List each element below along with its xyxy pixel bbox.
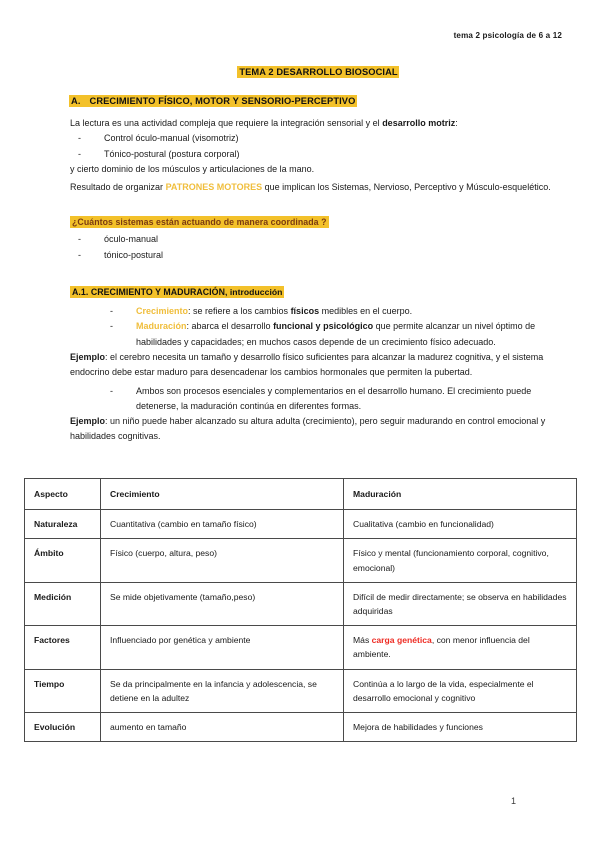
list-item bbox=[102, 319, 576, 350]
row-label: Evolución bbox=[25, 713, 101, 742]
running-header: tema 2 psicología de 6 a 12 bbox=[453, 31, 562, 40]
dash-icon: - bbox=[110, 385, 113, 396]
def-maduracion-bold: funcional y psicológico bbox=[273, 321, 374, 332]
dash-icon: - bbox=[78, 234, 81, 245]
row-label: Naturaleza bbox=[25, 510, 101, 539]
term-crecimiento: Crecimiento bbox=[136, 306, 189, 317]
table-row bbox=[25, 539, 577, 582]
intro-paragraph bbox=[24, 116, 576, 131]
list-item bbox=[70, 248, 576, 263]
dash-icon: - bbox=[110, 306, 113, 317]
def-crecimiento-bold: físicos bbox=[290, 306, 320, 317]
table-row bbox=[25, 713, 577, 742]
table-row bbox=[25, 510, 577, 539]
ambos-bullet-list bbox=[24, 384, 576, 415]
cell-maduracion bbox=[344, 626, 577, 669]
cell-crecimiento: Se mide objetivamente (tamaño,peso) bbox=[101, 582, 344, 625]
list-item-label: Ambos son procesos esenciales y complementarios en el desarrollo humano. El crecimiento puede detenerse, la maduración continúa en diferentes formas. bbox=[136, 385, 532, 411]
result-paragraph bbox=[24, 180, 576, 195]
ejemplo-2-text: : un niño puede haber alcanzado su altura adulta (crecimiento), pero seguir madurando en control emocional y habilidades cognitivas. bbox=[70, 416, 546, 442]
cell-maduracion: Físico y mental (funcionamiento corporal, cognitivo, emocional) bbox=[344, 539, 577, 582]
subsection-a1-subtitle: , introducción bbox=[224, 287, 283, 298]
definitions-list bbox=[24, 304, 576, 350]
page-number: 1 bbox=[510, 796, 516, 806]
section-a-heading bbox=[24, 91, 576, 109]
cell-maduracion: Difícil de medir directamente; se observa en habilidades adquiridas bbox=[344, 582, 577, 625]
ejemplo-1-text: : el cerebro necesita un tamaño y desarrollo físico suficientes para alcanzar la madurez cognitiva, y el sistema endocrino debe estar maduro para desencadenar los cambios hormonales que permiten la pubertad. bbox=[70, 351, 544, 378]
row-label: Factores bbox=[25, 626, 101, 669]
comparison-table bbox=[24, 478, 577, 742]
question-heading bbox=[24, 212, 576, 230]
table-header-row bbox=[25, 479, 577, 510]
subsection-a1-title: A.1. CRECIMIENTO Y MADURACIÓN bbox=[72, 287, 225, 298]
section-a-letter: A. bbox=[71, 96, 81, 106]
column-header-aspecto: Aspecto bbox=[25, 479, 101, 510]
subsection-a1-heading bbox=[24, 282, 576, 300]
list-item-label: óculo-manual bbox=[104, 234, 159, 245]
intro-lead-end: : bbox=[455, 118, 458, 128]
dash-icon: - bbox=[78, 148, 81, 159]
cell-crecimiento: Cuantitativa (cambio en tamaño físico) bbox=[101, 510, 344, 539]
row-label: Medición bbox=[25, 582, 101, 625]
cell-crecimiento: Influenciado por genética y ambiente bbox=[101, 626, 344, 669]
document-title bbox=[24, 62, 576, 80]
intro-bullet-list bbox=[24, 131, 576, 162]
cell-maduracion: Continúa a lo largo de la vida, especialmente el desarrollo emocional y cognitivo bbox=[344, 669, 577, 712]
list-item-label: Tónico-postural (postura corporal) bbox=[104, 148, 240, 159]
list-item-label: Control óculo-manual (visomotriz) bbox=[104, 133, 239, 144]
def-crecimiento-pre: : se refiere a los cambios bbox=[188, 306, 291, 317]
table-row bbox=[25, 626, 577, 669]
comparison-table-wrapper bbox=[24, 478, 576, 742]
dash-icon: - bbox=[78, 133, 81, 144]
after-bullets-paragraph: y cierto dominio de los músculos y articulaciones de la mano. bbox=[70, 163, 315, 174]
column-header-crecimiento: Crecimiento bbox=[101, 479, 344, 510]
table-row bbox=[25, 669, 577, 712]
def-maduracion-post: que permite alcanzar un nivel óptimo de habilidades y capacidades; en muchos casos depende de un crecimiento físico adecuado. bbox=[136, 321, 536, 347]
dash-icon: - bbox=[78, 249, 81, 260]
document-body bbox=[24, 62, 576, 448]
ejemplo-1-label: Ejemplo bbox=[70, 351, 106, 362]
cell-maduracion: Mejora de habilidades y funciones bbox=[344, 713, 577, 742]
patrones-motores-highlight: PATRONES MOTORES bbox=[165, 182, 263, 193]
row-label: Ámbito bbox=[25, 539, 101, 582]
cell-maduracion-post: , con menor influencia del ambiente. bbox=[353, 635, 530, 660]
cell-crecimiento: Físico (cuerpo, altura, peso) bbox=[101, 539, 344, 582]
cell-maduracion-pre: Más bbox=[353, 635, 372, 646]
row-label: Tiempo bbox=[25, 669, 101, 712]
list-item-label: tónico-postural bbox=[104, 249, 164, 260]
list-item bbox=[102, 384, 576, 415]
ejemplo-2-paragraph bbox=[24, 414, 576, 445]
result-post: que implican los Sistemas, Nervioso, Perceptivo y Músculo-esquelético. bbox=[262, 182, 551, 193]
cell-crecimiento: Se da principalmente en la infancia y adolescencia, se detiene en la adultez bbox=[101, 669, 344, 712]
term-maduracion: Maduración bbox=[136, 321, 187, 332]
intro-lead-bold: desarrollo motriz bbox=[382, 118, 456, 128]
table-row bbox=[25, 582, 577, 625]
intro-lead: La lectura es una actividad compleja que requiere la integración sensorial y el bbox=[70, 118, 383, 128]
list-item bbox=[70, 232, 576, 247]
carga-genetica-highlight: carga genética bbox=[371, 635, 432, 646]
cell-crecimiento: aumento en tamaño bbox=[101, 713, 344, 742]
dash-icon: - bbox=[110, 321, 113, 332]
result-pre: Resultado de organizar bbox=[70, 182, 166, 193]
ejemplo-1-paragraph bbox=[24, 350, 576, 381]
question-text: ¿Cuántos sistemas están actuando de manera coordinada ? bbox=[72, 217, 327, 228]
question-bullet-list bbox=[24, 232, 576, 263]
list-item bbox=[70, 131, 576, 146]
document-title-text: TEMA 2 DESARROLLO BIOSOCIAL bbox=[239, 67, 398, 77]
ejemplo-2-label: Ejemplo bbox=[70, 416, 106, 427]
section-a-title: CRECIMIENTO FÍSICO, MOTOR Y SENSORIO-PERCEPTIVO bbox=[89, 96, 356, 106]
list-item bbox=[70, 147, 576, 162]
list-item bbox=[102, 304, 576, 319]
def-crecimiento-post: medibles en el cuerpo. bbox=[319, 306, 413, 317]
column-header-maduracion: Maduración bbox=[344, 479, 577, 510]
cell-maduracion: Cualitativa (cambio en funcionalidad) bbox=[344, 510, 577, 539]
def-maduracion-pre: : abarca el desarrollo bbox=[186, 321, 274, 332]
